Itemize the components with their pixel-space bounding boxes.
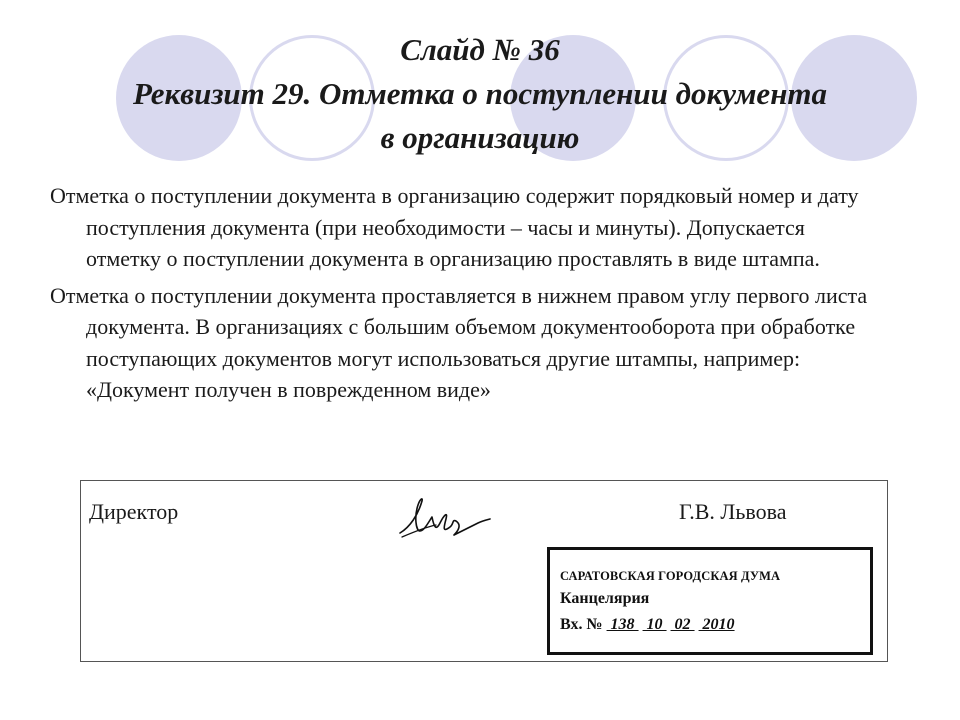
slide-title xyxy=(40,28,920,160)
title-line: Реквизит 29. Отметка о поступлении документа xyxy=(132,76,828,111)
stamp-incoming-line xyxy=(560,613,870,637)
stamp-month: 02 xyxy=(670,616,695,633)
stamp-incoming-label: Вх. № xyxy=(560,616,603,633)
director-name: Г.В. Львова xyxy=(679,499,787,524)
stamp-day: 10 xyxy=(642,616,667,633)
stamp-number: 138 xyxy=(606,616,639,633)
paragraph: Отметка о поступлении документа проставляется в нижнем правом углу первого листа документа. В организациях с большим объемом документооборота при обработке поступающих документов могут использоваться другие штампы, например: «Документ получен в поврежденном виде» xyxy=(50,282,868,402)
signature-image xyxy=(396,487,496,543)
paragraph: Отметка о поступлении документа в организацию содержит порядковый номер и дату поступления документа (при необходимости – часы и минуты). Допускается отметку о поступлении документа в организацию проставлять в виде штампа. xyxy=(50,183,859,271)
body-text xyxy=(50,180,880,411)
stamp-department: Канцелярия xyxy=(560,590,650,607)
stamp-year: 2010 xyxy=(698,616,735,633)
director-label: Директор xyxy=(89,499,179,524)
title-line: в организацию xyxy=(380,120,580,155)
slide-number: Слайд № 36 xyxy=(400,32,560,67)
document-example xyxy=(80,480,888,662)
incoming-stamp xyxy=(547,547,873,655)
stamp-organization: САРАТОВСКАЯ ГОРОДСКАЯ ДУМА xyxy=(560,569,781,583)
